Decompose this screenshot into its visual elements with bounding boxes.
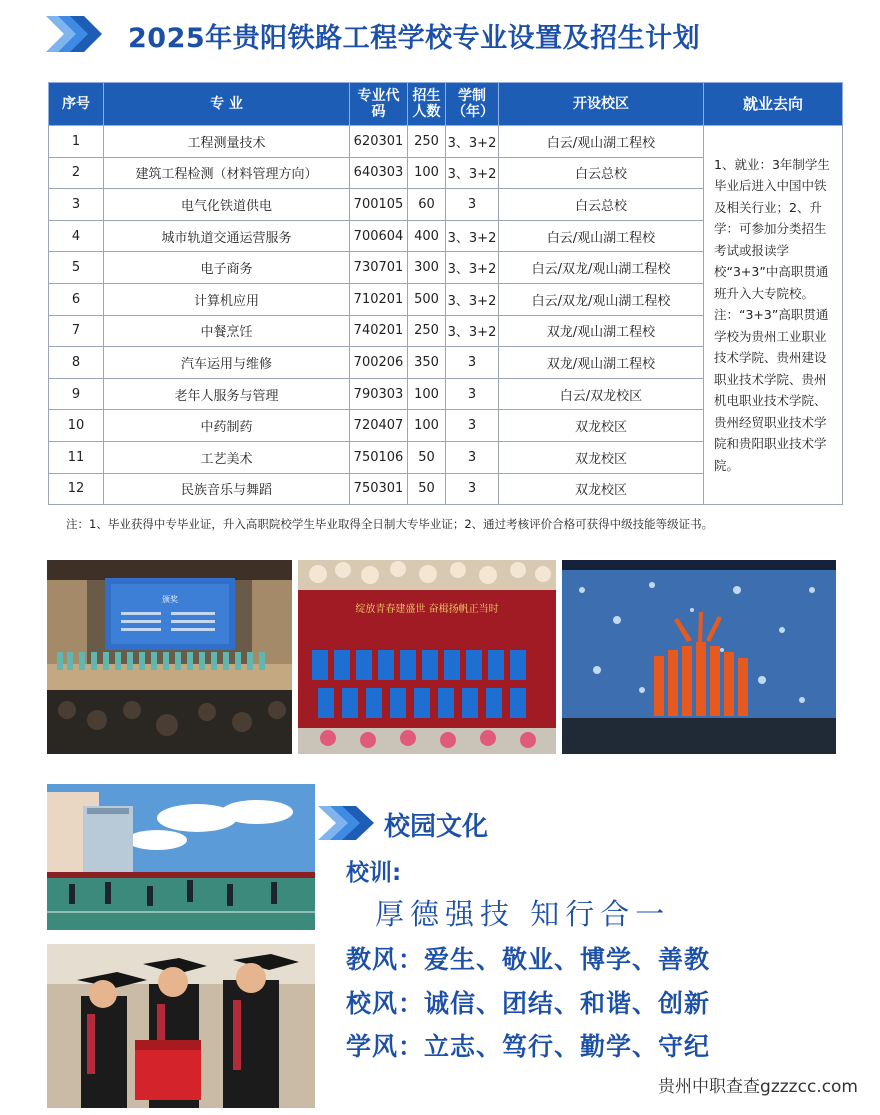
study-style-label: 学风	[346, 1032, 399, 1061]
stage-group-photo	[298, 560, 556, 754]
cell-major: 计算机应用	[104, 283, 350, 315]
culture-section-title: 校园文化	[384, 812, 489, 842]
cell-count: 50	[408, 441, 446, 473]
header-major: 专 业	[104, 83, 350, 126]
cell-major: 中餐烹饪	[104, 315, 350, 347]
cell-major: 工艺美术	[104, 441, 350, 473]
cell-count: 100	[408, 410, 446, 442]
footnote: 注：1、毕业获得中专毕业证，升入高职院校学生毕业取得全日制大专毕业证；2、通过考核评价合格可获得中级技能等级证书。	[66, 517, 714, 531]
cell-code: 730701	[350, 252, 408, 284]
separator-colon: ：	[398, 989, 425, 1018]
cell-count: 300	[408, 252, 446, 284]
cell-no: 5	[49, 252, 104, 284]
cell-major: 汽车运用与维修	[104, 347, 350, 379]
cell-no: 2	[49, 157, 104, 189]
cell-no: 3	[49, 189, 104, 221]
cell-code: 710201	[350, 283, 408, 315]
cell-major: 电气化铁道供电	[104, 189, 350, 221]
cell-count: 350	[408, 347, 446, 379]
cell-campus: 白云/观山湖工程校	[499, 126, 704, 158]
cell-campus: 白云总校	[499, 157, 704, 189]
teaching-style-text: 爱生、敬业、博学、善教	[424, 945, 711, 974]
cell-count: 50	[408, 473, 446, 505]
cell-code: 700105	[350, 189, 408, 221]
culture-chevron-icon	[318, 804, 378, 842]
cell-campus: 双龙校区	[499, 441, 704, 473]
cell-count: 100	[408, 157, 446, 189]
cell-count: 500	[408, 283, 446, 315]
cell-no: 6	[49, 283, 104, 315]
page-title: 2025年贵阳铁路工程学校专业设置及招生计划	[128, 23, 701, 54]
cell-code: 700604	[350, 220, 408, 252]
cell-no: 9	[49, 378, 104, 410]
cell-major: 老年人服务与管理	[104, 378, 350, 410]
cell-campus: 白云/双龙/观山湖工程校	[499, 283, 704, 315]
award-banner-text: 颁奖	[162, 595, 178, 604]
header-jobs: 就业去向	[704, 83, 843, 126]
table-row	[49, 126, 843, 158]
cell-count: 400	[408, 220, 446, 252]
enrollment-table	[48, 82, 843, 505]
cell-years: 3	[446, 473, 499, 505]
cell-major: 城市轨道交通运营服务	[104, 220, 350, 252]
cell-years: 3	[446, 378, 499, 410]
cell-count: 60	[408, 189, 446, 221]
cell-no: 8	[49, 347, 104, 379]
motto-label: 校训:	[346, 860, 402, 886]
cell-no: 11	[49, 441, 104, 473]
cell-years: 3	[446, 347, 499, 379]
cell-years: 3、3+2	[446, 126, 499, 158]
header-index: 序号	[49, 83, 104, 126]
cell-no: 4	[49, 220, 104, 252]
header-years: 学制（年）	[446, 83, 499, 126]
cell-code: 750106	[350, 441, 408, 473]
cell-count: 250	[408, 126, 446, 158]
cell-campus: 双龙/观山湖工程校	[499, 347, 704, 379]
teaching-style-label: 教风	[346, 945, 399, 974]
cell-code: 700206	[350, 347, 408, 379]
cell-years: 3、3+2	[446, 283, 499, 315]
cell-code: 640303	[350, 157, 408, 189]
cell-code: 790303	[350, 378, 408, 410]
cell-campus: 白云/观山湖工程校	[499, 220, 704, 252]
teaching-style-line	[346, 940, 710, 976]
school-style-text: 诚信、团结、和谐、创新	[424, 989, 711, 1018]
stage-slogan-text: 绽放青春建盛世 奋楫扬帆正当时	[355, 604, 499, 615]
school-style-label: 校风	[346, 989, 399, 1018]
separator-colon: ：	[398, 1032, 425, 1061]
table-header-row	[49, 83, 843, 126]
study-style-line	[346, 1027, 710, 1063]
cell-years: 3、3+2	[446, 315, 499, 347]
campus-basketball-photo	[47, 784, 315, 930]
cell-code: 720407	[350, 410, 408, 442]
award-ceremony-photo	[47, 560, 292, 754]
cell-code: 620301	[350, 126, 408, 158]
study-style-text: 立志、笃行、勤学、守纪	[424, 1032, 711, 1061]
header-code: 专业代码	[350, 83, 408, 126]
cell-years: 3	[446, 441, 499, 473]
graduation-photo	[47, 944, 315, 1108]
cell-no: 12	[49, 473, 104, 505]
cell-code: 740201	[350, 315, 408, 347]
cell-major: 民族音乐与舞蹈	[104, 473, 350, 505]
cell-major: 中药制药	[104, 410, 350, 442]
header-campus: 开设校区	[499, 83, 704, 126]
cell-major: 工程测量技术	[104, 126, 350, 158]
cell-count: 250	[408, 315, 446, 347]
cell-years: 3	[446, 410, 499, 442]
site-watermark: 贵州中职查查gzzzcc.com	[658, 1077, 858, 1097]
cell-no: 1	[49, 126, 104, 158]
cell-campus: 双龙校区	[499, 410, 704, 442]
cell-campus: 白云总校	[499, 189, 704, 221]
cell-years: 3、3+2	[446, 157, 499, 189]
cell-no: 7	[49, 315, 104, 347]
cell-major: 电子商务	[104, 252, 350, 284]
cell-campus: 白云/双龙校区	[499, 378, 704, 410]
cell-campus: 白云/双龙/观山湖工程校	[499, 252, 704, 284]
cell-years: 3、3+2	[446, 220, 499, 252]
school-style-line	[346, 984, 710, 1020]
cell-code: 750301	[350, 473, 408, 505]
school-motto: 厚德强技 知行合一	[375, 897, 671, 931]
dance-performance-photo	[562, 560, 836, 754]
cell-count: 100	[408, 378, 446, 410]
cell-years: 3	[446, 189, 499, 221]
cell-major: 建筑工程检测（材料管理方向）	[104, 157, 350, 189]
separator-colon: ：	[398, 945, 425, 974]
cell-jobs: 1、就业：3年制学生毕业后进入中国中铁及相关行业；2、升学：可参加分类招生考试或报读学校“3+3”中高职贯通班升入大专院校。注：“3+3”高职贯通学校为贵州工业职业技术学院、贵州建设职业技术学院、贵州机电职业技术学院、贵州经贸职业技术学院和贵阳职业技术学院。	[704, 126, 843, 505]
cell-no: 10	[49, 410, 104, 442]
cell-campus: 双龙校区	[499, 473, 704, 505]
cell-campus: 双龙/观山湖工程校	[499, 315, 704, 347]
cell-years: 3、3+2	[446, 252, 499, 284]
chevron-arrows-icon	[46, 14, 104, 54]
header-enroll: 招生人数	[408, 83, 446, 126]
